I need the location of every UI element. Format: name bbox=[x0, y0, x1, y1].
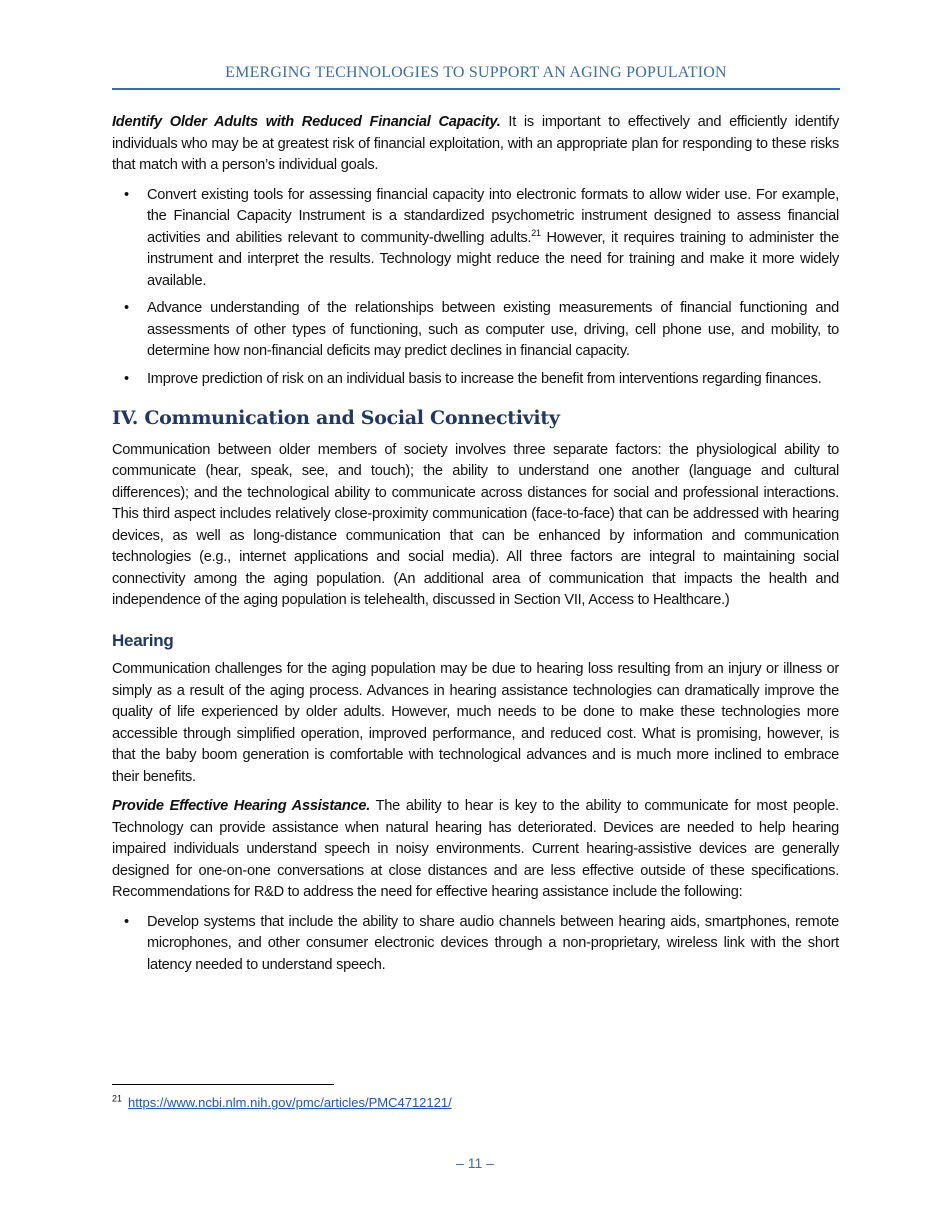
list-item: • Improve prediction of risk on an individual basis to increase the benefit from interventions regarding finances. bbox=[147, 369, 839, 391]
footnote-rule bbox=[112, 1084, 334, 1085]
list-item: • Advance understanding of the relationships between existing measurements of financial functioning and assessments of other types of functioning, such as computer use, driving, cell phone use, and mobility, to determine how non-financial deficits may predict declines in financial capacity. bbox=[147, 298, 839, 363]
footnote-ref[interactable]: 21 bbox=[531, 227, 541, 238]
paragraph: Communication between older members of society involves three separate factors: the physiological ability to communicate (hear, speak, see, and touch); the ability to understand one another (language and cultural differences); and the technological ability to communicate across distances for social and professional interactions. This third aspect includes relatively close-proximity communication (face-to-face) that can be addressed with hearing devices, as well as long-distance communication that can be enhanced by information and communication technologies (e.g., internet applications and social media). All three factors are integral to maintaining social connectivity among the aging population. (An additional area of communication that impacts the health and independence of the aging population is telehealth, discussed in Section VII, Access to Healthcare.) bbox=[112, 441, 839, 608]
bullet-list bbox=[112, 912, 839, 977]
paragraph-text: It is important to effectively and efficiently identify individuals who may be at greatest risk of financial exploitation, with an appropriate plan for responding to these risks that match with a person’s individual goals. bbox=[112, 114, 839, 173]
run-in-heading: Identify Older Adults with Reduced Financial Capacity. bbox=[112, 114, 501, 130]
list-item: • Develop systems that include the ability to share audio channels between hearing aids, smartphones, remote microphones, and other consumer electronic devices through a non-proprietary, wireless link with the short latency needed to understand speech. bbox=[147, 912, 839, 977]
list-item-text: Convert existing tools for assessing financial capacity into electronic formats to allow wider use. For example, the Financial Capacity Instrument is a standardized psychometric instrument designed to assess financial activities and abilities relevant to community-dwelling adults. bbox=[147, 186, 839, 246]
footnote bbox=[112, 1095, 452, 1110]
header-rule bbox=[112, 88, 840, 90]
paragraph: Communication challenges for the aging population may be due to hearing loss resulting from an injury or illness or simply as a result of the aging process. Advances in hearing assistance technologies can dramatically improve the quality of life experienced by older adults. However, much needs to be done to make these technologies more accessible through simplified operation, improved performance, and reduced cost. What is promising, however, is that the baby boom generation is comfortable with technological advances and is much more inclined to embrace their benefits. bbox=[112, 661, 839, 785]
bullet-list bbox=[112, 185, 839, 391]
list-item bbox=[147, 185, 839, 293]
paragraph-text: The ability to hear is key to the ability to communicate for most people. Technology can provide assistance when natural hearing has deteriorated. Devices are needed to help hearing impaired individuals understand speech in noisy environments. Current hearing-assistive devices are generally designed for one-on-one conversations at close distances and are less effective outside of these specifications. Recommendations for R&D to address the need for effective hearing assistance include the following: bbox=[112, 798, 839, 900]
run-in-heading: Provide Effective Hearing Assistance. bbox=[112, 798, 371, 814]
page-body bbox=[112, 112, 839, 984]
footnote-number: 21 bbox=[112, 1093, 123, 1104]
page-number: – 11 – bbox=[456, 1155, 494, 1171]
section-heading: IV. Communication and Social Connectivity bbox=[112, 407, 560, 429]
running-header: EMERGING TECHNOLOGIES TO SUPPORT AN AGING POPULATION bbox=[225, 64, 727, 81]
footnote-link[interactable]: https://www.ncbi.nlm.nih.gov/pmc/articles/PMC4712121/ bbox=[128, 1095, 452, 1110]
paragraph bbox=[112, 796, 839, 904]
subsection-heading: Hearing bbox=[112, 630, 174, 650]
list-item-text: However, it requires training to administer the instrument and interpret the results. Technology might reduce the need for training and make it more widely available. bbox=[147, 229, 839, 289]
paragraph bbox=[112, 112, 839, 177]
